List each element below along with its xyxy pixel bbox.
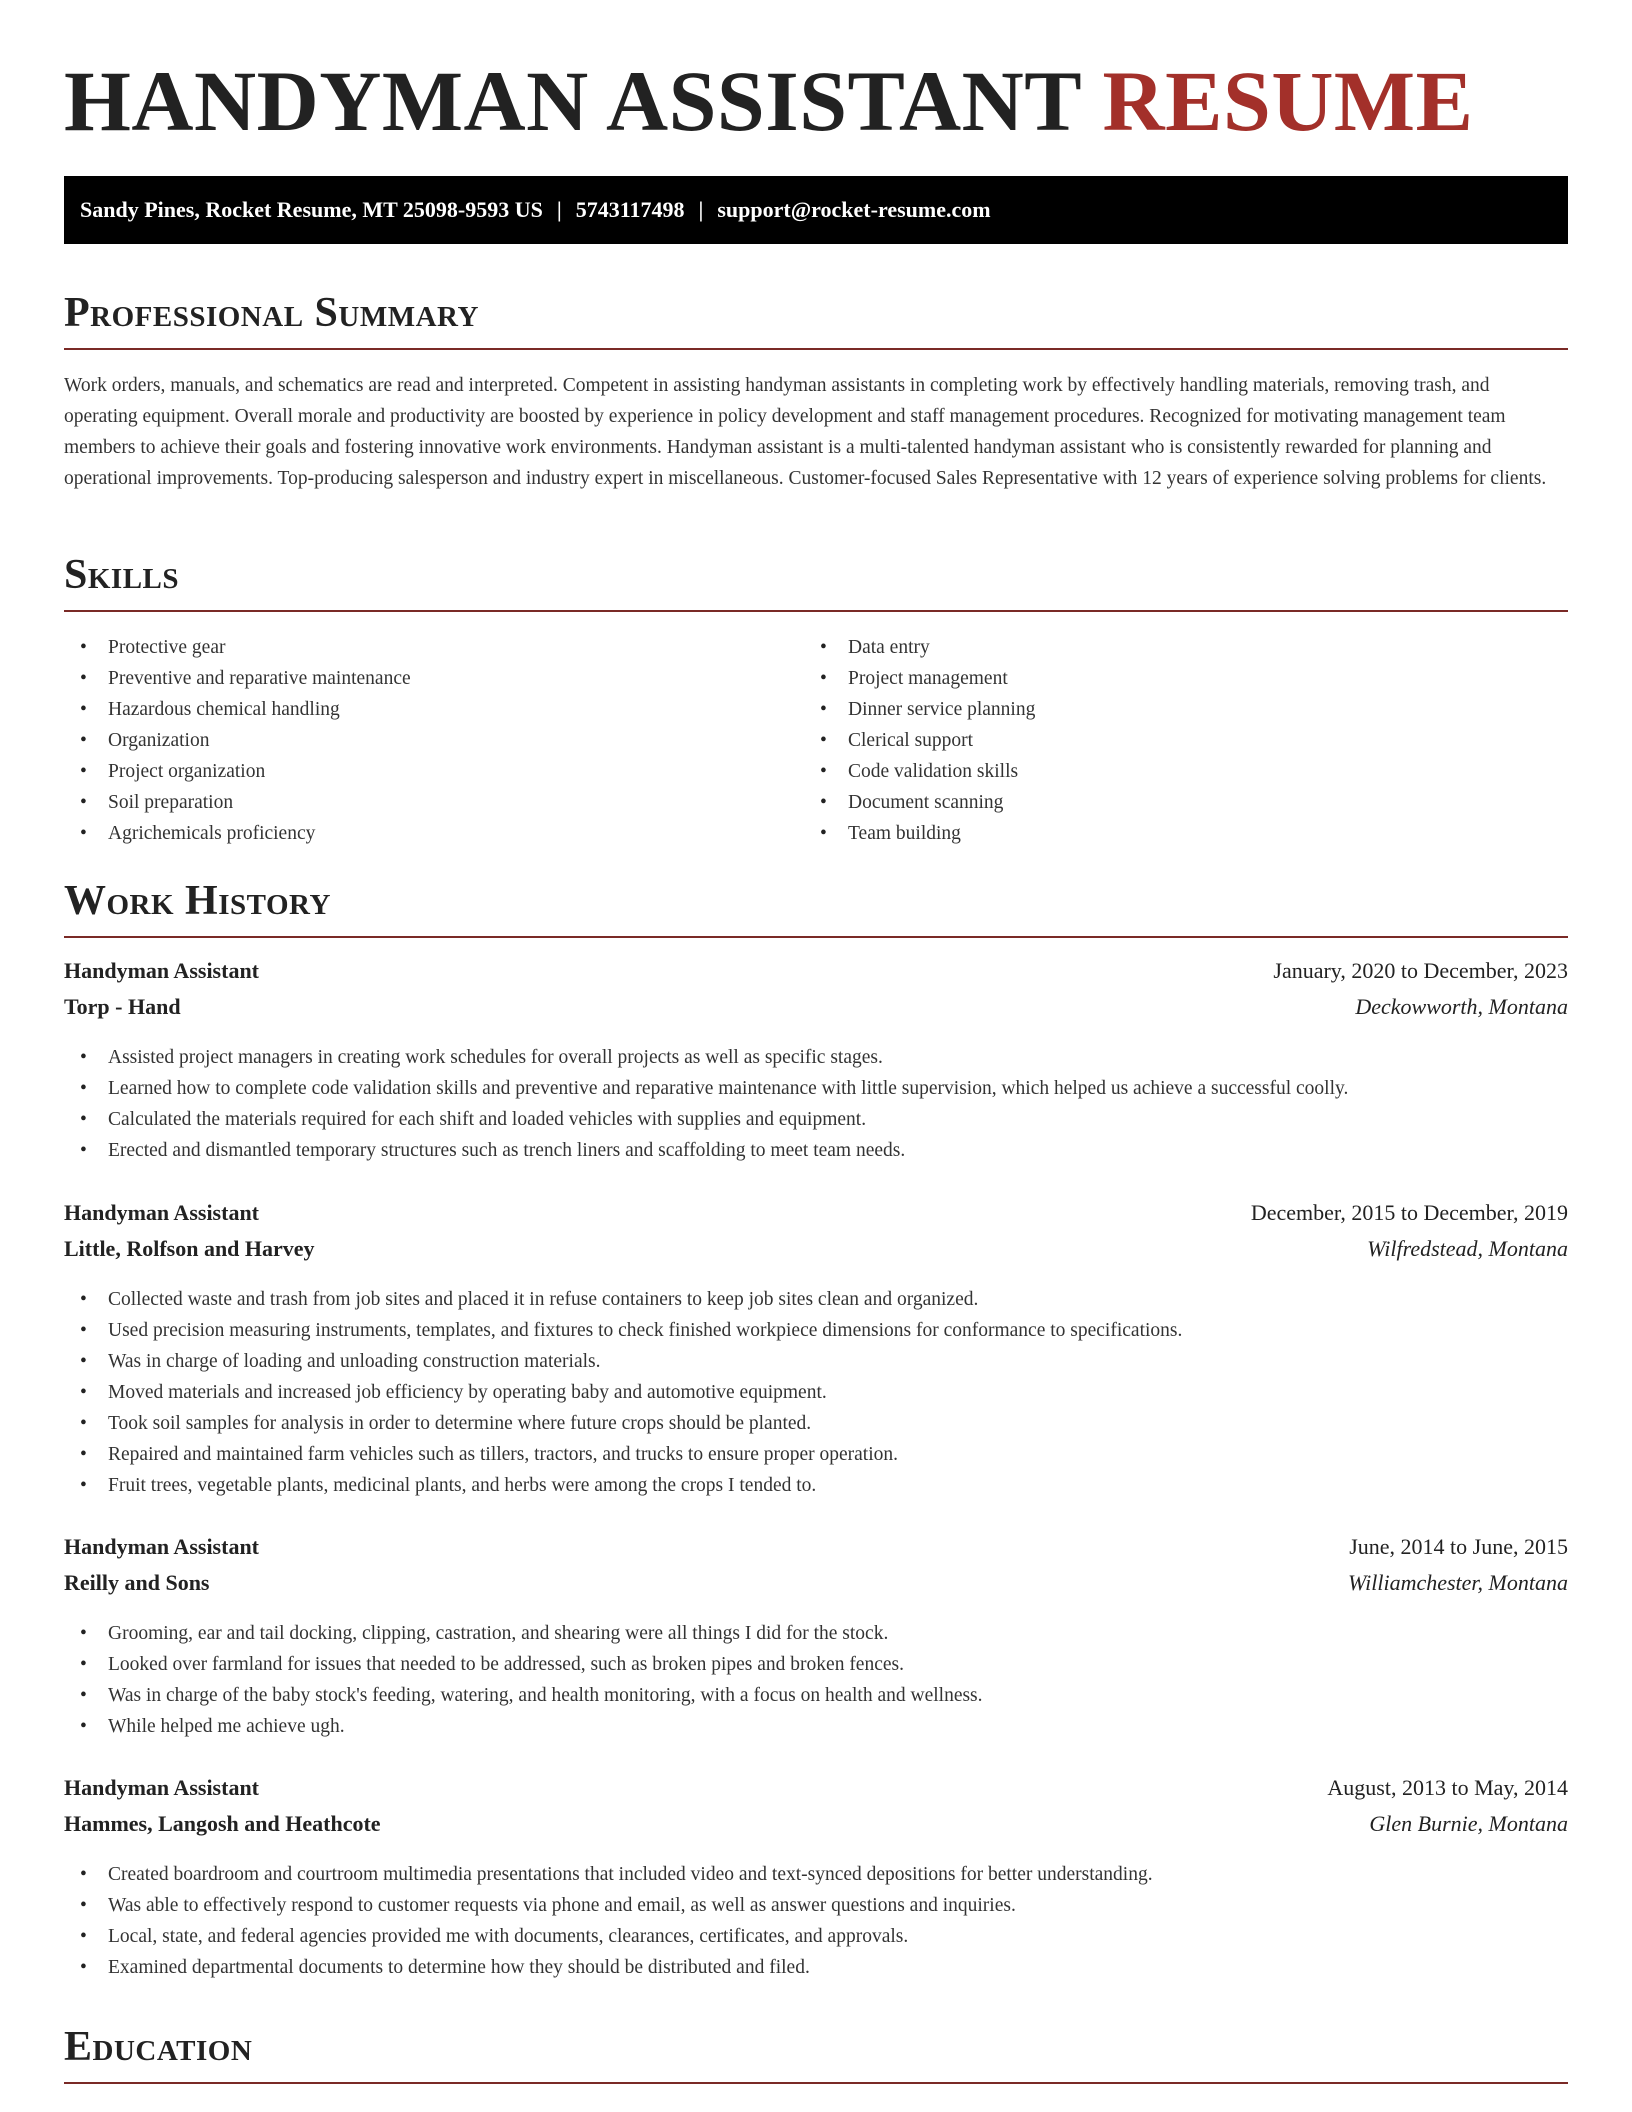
skill-item: • Preventive and reparative maintenance [64,663,804,694]
job-company: Reilly and Sons [64,1570,210,1595]
job-header-row [64,1534,1568,1570]
job-bullet: • Grooming, ear and tail docking, clipping, castration, and shearing were all things I did for the stock. [64,1618,1568,1649]
job-bullet: • Used precision measuring instruments, templates, and fixtures to check finished workpiece dimensions for conformance to specifications. [64,1315,1568,1346]
skill-item: • Protective gear [64,632,804,663]
education-heading: Education [64,2024,253,2070]
skill-item: • Soil preparation [64,787,804,818]
contact-separator: | [698,197,704,222]
title-accent: RESUME [1102,53,1474,149]
job-entry [64,1775,1568,1983]
job-bullet: • Erected and dismantled temporary structures such as trench liners and scaffolding to meet team needs. [64,1135,1568,1166]
summary-section-header [64,292,1568,350]
work-section-header [64,880,1568,938]
skill-item: • Team building [804,818,1544,849]
job-company-row [64,1811,1568,1847]
job-header-row [64,1200,1568,1236]
job-company: Little, Rolfson and Harvey [64,1236,315,1261]
contact-bar [64,176,1568,244]
skill-item: • Dinner service planning [804,694,1544,725]
job-header-row [64,958,1568,994]
skills-column-left [64,632,804,849]
job-location: Wilfredstead, Montana [1367,1236,1568,1261]
job-bullet: • Repaired and maintained farm vehicles such as tillers, tractors, and trucks to ensure proper operation. [64,1439,1568,1470]
job-bullet: • Moved materials and increased job efficiency by operating baby and automotive equipment. [64,1377,1568,1408]
skill-item: • Organization [64,725,804,756]
skills-grid [64,632,1568,849]
job-bullet: • Local, state, and federal agencies provided me with documents, clearances, certificates, and approvals. [64,1921,1568,1952]
job-bullet: • Learned how to complete code validation skills and preventive and reparative maintenance with little supervision, which helped us achieve a successful coolly. [64,1073,1568,1104]
contact-phone: 5743117498 [575,197,685,222]
job-location: Deckowworth, Montana [1355,994,1568,1019]
job-title: Handyman Assistant [64,1200,260,1225]
contact-email: support@rocket-resume.com [717,197,991,222]
job-title: Handyman Assistant [64,958,260,983]
job-dates: August, 2013 to May, 2014 [1327,1775,1568,1800]
resume-title [64,53,1474,149]
job-location: Glen Burnie, Montana [1369,1811,1568,1836]
job-bullets [64,1618,1568,1742]
job-bullets [64,1284,1568,1501]
skills-column-right [804,632,1544,849]
job-bullets [64,1859,1568,1983]
job-bullet: • Was in charge of loading and unloading construction materials. [64,1346,1568,1377]
skill-item: • Project management [804,663,1544,694]
skill-item: • Hazardous chemical handling [64,694,804,725]
work-heading: Work History [64,878,331,924]
skill-item: • Data entry [804,632,1544,663]
job-dates: January, 2020 to December, 2023 [1273,958,1568,983]
job-location: Williamchester, Montana [1348,1570,1568,1595]
job-entry [64,1200,1568,1501]
job-company-row [64,1236,1568,1272]
job-bullet: • Fruit trees, vegetable plants, medicinal plants, and herbs were among the crops I tended to. [64,1470,1568,1501]
job-dates: December, 2015 to December, 2019 [1250,1200,1568,1225]
skill-item: • Agrichemicals proficiency [64,818,804,849]
job-bullet: • Took soil samples for analysis in order to determine where future crops should be planted. [64,1408,1568,1439]
job-bullets [64,1042,1568,1166]
job-bullet: • Looked over farmland for issues that needed to be addressed, such as broken pipes and broken fences. [64,1649,1568,1680]
job-entry [64,958,1568,1166]
job-bullet: • Was able to effectively respond to customer requests via phone and email, as well as answer questions and inquiries. [64,1890,1568,1921]
job-company-row [64,994,1568,1030]
job-bullet: • While helped me achieve ugh. [64,1711,1568,1742]
summary-heading: Professional Summary [64,290,479,336]
skill-item: • Document scanning [804,787,1544,818]
skill-item: • Clerical support [804,725,1544,756]
job-entry [64,1534,1568,1742]
title-main: HANDYMAN ASSISTANT [64,53,1081,149]
contact-address: Sandy Pines, Rocket Resume, MT 25098-9593 US [80,197,543,222]
job-bullet: • Was in charge of the baby stock's feeding, watering, and health monitoring, with a focus on health and wellness. [64,1680,1568,1711]
job-company: Torp - Hand [64,994,181,1019]
job-bullet: • Calculated the materials required for each shift and loaded vehicles with supplies and equipment. [64,1104,1568,1135]
education-section-header [64,2026,1568,2084]
job-company-row [64,1570,1568,1606]
job-header-row [64,1775,1568,1811]
job-title: Handyman Assistant [64,1534,260,1559]
skills-section-header [64,554,1568,612]
skill-item: • Project organization [64,756,804,787]
skills-heading: Skills [64,552,180,598]
contact-separator: | [556,197,562,222]
job-dates: June, 2014 to June, 2015 [1349,1534,1568,1559]
job-title: Handyman Assistant [64,1775,260,1800]
skill-item: • Code validation skills [804,756,1544,787]
job-bullet: • Created boardroom and courtroom multimedia presentations that included video and text-synced depositions for better understanding. [64,1859,1568,1890]
job-bullet: • Collected waste and trash from job sites and placed it in refuse containers to keep job sites clean and organized. [64,1284,1568,1315]
job-bullet: • Examined departmental documents to determine how they should be distributed and filed. [64,1952,1568,1983]
job-bullet: • Assisted project managers in creating work schedules for overall projects as well as specific stages. [64,1042,1568,1073]
job-company: Hammes, Langosh and Heathcote [64,1811,381,1836]
summary-text: Work orders, manuals, and schematics are read and interpreted. Competent in assisting handyman assistants in completing work by effectively handling materials, removing trash, and operating equipment. Overall morale and productivity are boosted by experience in policy development and staff management procedures. Recognized for motivating management team members to achieve their goals and fostering innovative work environments. Handyman assistant is a multi-talented handyman assistant who is consistently rewarded for planning and operational improvements. Top-producing salesperson and industry expert in miscellaneous. Customer-focused Sales Representative with 12 years of experience solving problems for clients. [64,375,1547,489]
